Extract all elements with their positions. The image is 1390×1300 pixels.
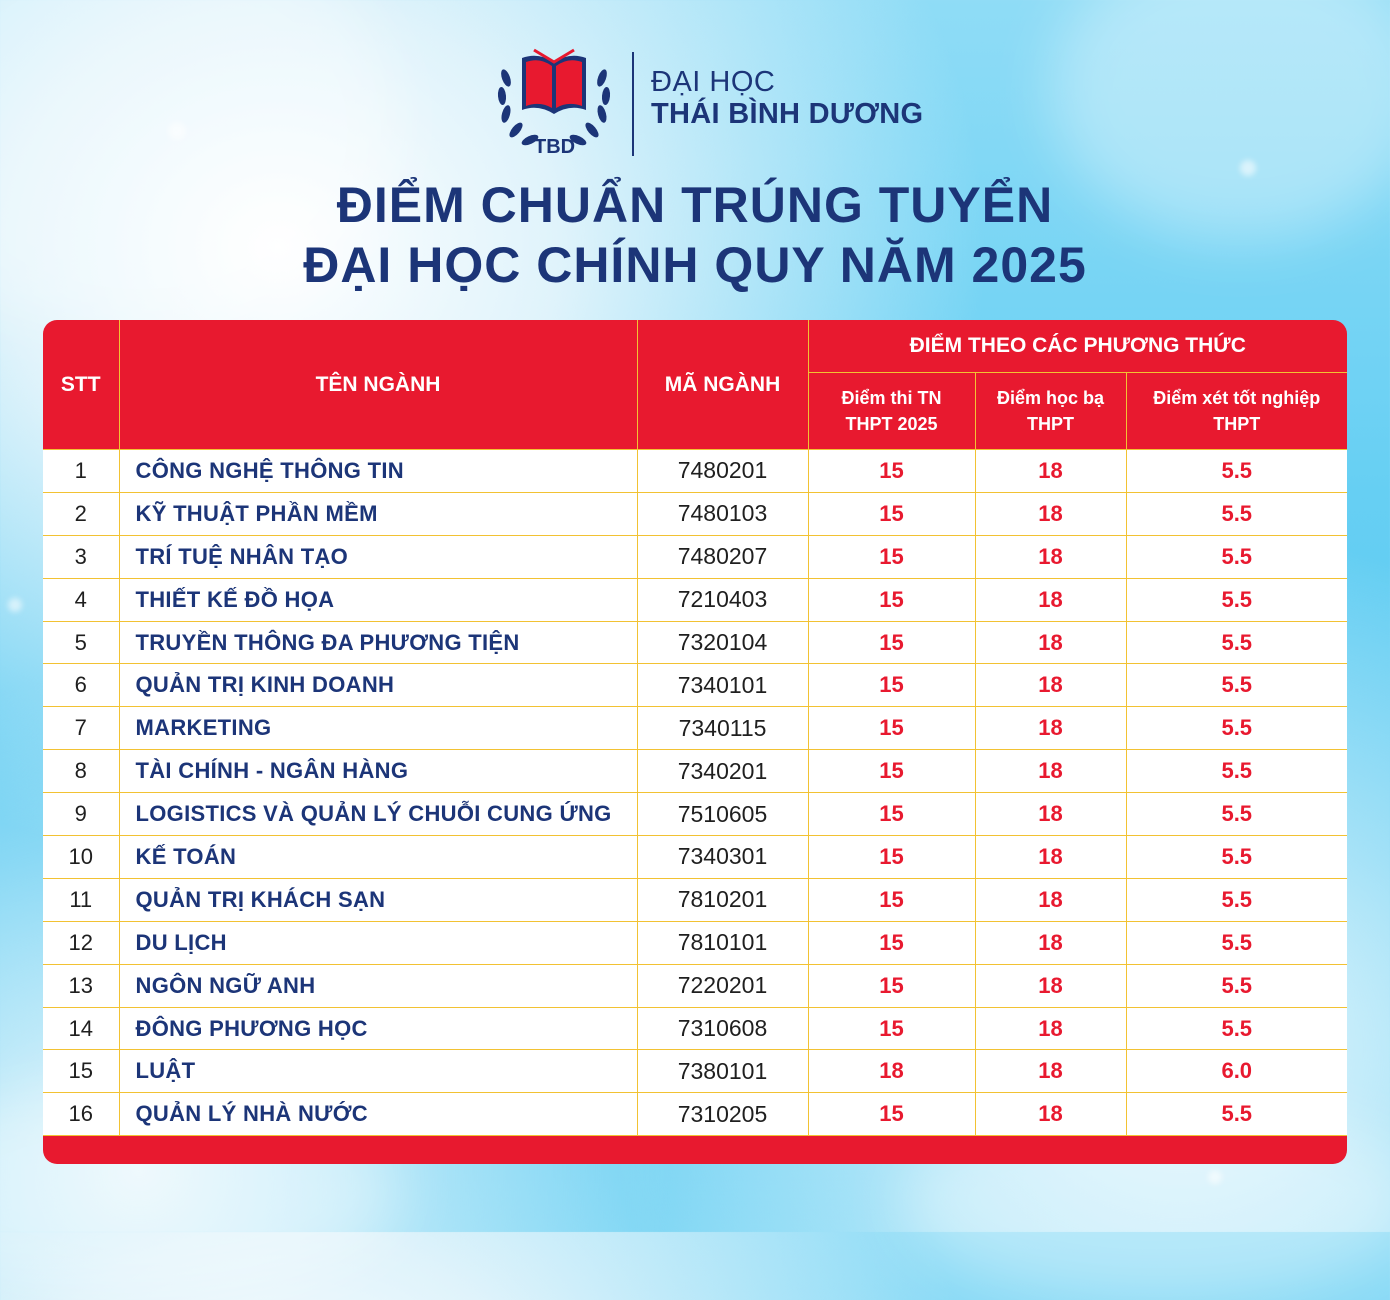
row-stt: 4 — [43, 578, 119, 621]
row-score-transcript: 18 — [975, 621, 1126, 664]
row-score-exam: 15 — [808, 836, 975, 879]
table-row — [43, 793, 1347, 836]
table-row — [43, 664, 1347, 707]
table-row — [43, 921, 1347, 964]
admission-scores-table — [43, 320, 1347, 1136]
row-major-name: ĐÔNG PHƯƠNG HỌC — [119, 1007, 637, 1050]
admission-scores-table-container — [43, 320, 1347, 1164]
row-score-graduation: 5.5 — [1126, 578, 1347, 621]
row-score-graduation: 5.5 — [1126, 836, 1347, 879]
row-major-name: KẾ TOÁN — [119, 836, 637, 879]
row-major-name: THIẾT KẾ ĐỒ HỌA — [119, 578, 637, 621]
row-score-exam: 15 — [808, 578, 975, 621]
row-major-name: TRÍ TUỆ NHÂN TẠO — [119, 535, 637, 578]
row-stt: 12 — [43, 921, 119, 964]
table-row — [43, 492, 1347, 535]
row-major-code: 7380101 — [637, 1050, 808, 1093]
row-major-name: KỸ THUẬT PHẦN MỀM — [119, 492, 637, 535]
row-score-transcript: 18 — [975, 535, 1126, 578]
row-major-code: 7510605 — [637, 793, 808, 836]
row-major-name: TRUYỀN THÔNG ĐA PHƯƠNG TIỆN — [119, 621, 637, 664]
table-row — [43, 750, 1347, 793]
table-row — [43, 578, 1347, 621]
table-row — [43, 1007, 1347, 1050]
row-major-code: 7340301 — [637, 836, 808, 879]
row-score-graduation: 5.5 — [1126, 921, 1347, 964]
row-major-name: CÔNG NGHỆ THÔNG TIN — [119, 450, 637, 493]
row-major-name: LUẬT — [119, 1050, 637, 1093]
row-major-code: 7480103 — [637, 492, 808, 535]
table-row — [43, 535, 1347, 578]
table-row — [43, 707, 1347, 750]
row-score-exam: 15 — [808, 492, 975, 535]
table-row — [43, 1093, 1347, 1136]
row-stt: 14 — [43, 1007, 119, 1050]
row-stt: 7 — [43, 707, 119, 750]
row-score-graduation: 5.5 — [1126, 621, 1347, 664]
row-score-exam: 18 — [808, 1050, 975, 1093]
logo-divider — [632, 52, 634, 156]
row-stt: 2 — [43, 492, 119, 535]
row-major-code: 7340115 — [637, 707, 808, 750]
row-score-exam: 15 — [808, 664, 975, 707]
row-score-transcript: 18 — [975, 664, 1126, 707]
logo-text-line2: THÁI BÌNH DƯƠNG — [651, 98, 924, 130]
row-score-graduation: 5.5 — [1126, 450, 1347, 493]
row-score-exam: 15 — [808, 878, 975, 921]
row-score-exam: 15 — [808, 793, 975, 836]
row-major-code: 7340201 — [637, 750, 808, 793]
row-score-exam: 15 — [808, 964, 975, 1007]
row-major-code: 7310205 — [637, 1093, 808, 1136]
header-method-transcript: Điểm học bạ THPT — [975, 373, 1126, 450]
row-major-code: 7340101 — [637, 664, 808, 707]
row-major-name: DU LỊCH — [119, 921, 637, 964]
header-code: MÃ NGÀNH — [637, 320, 808, 450]
row-major-code: 7810201 — [637, 878, 808, 921]
row-score-transcript: 18 — [975, 492, 1126, 535]
background-bokeh — [168, 122, 186, 140]
row-stt: 1 — [43, 450, 119, 493]
logo-text-line1: ĐẠI HỌC — [651, 66, 776, 98]
header-method-graduation: Điểm xét tốt nghiệp THPT — [1126, 373, 1347, 450]
row-score-exam: 15 — [808, 707, 975, 750]
row-score-graduation: 5.5 — [1126, 535, 1347, 578]
row-score-transcript: 18 — [975, 750, 1126, 793]
row-major-name: QUẢN TRỊ KINH DOANH — [119, 664, 637, 707]
row-score-exam: 15 — [808, 1093, 975, 1136]
row-stt: 10 — [43, 836, 119, 879]
row-major-code: 7220201 — [637, 964, 808, 1007]
row-score-transcript: 18 — [975, 578, 1126, 621]
table-row — [43, 964, 1347, 1007]
header-method-exam: Điểm thi TN THPT 2025 — [808, 373, 975, 450]
row-score-transcript: 18 — [975, 450, 1126, 493]
row-major-code: 7310608 — [637, 1007, 808, 1050]
row-score-transcript: 18 — [975, 1007, 1126, 1050]
header-methods-group: ĐIỂM THEO CÁC PHƯƠNG THỨC — [808, 320, 1347, 373]
row-stt: 6 — [43, 664, 119, 707]
row-stt: 3 — [43, 535, 119, 578]
table-row — [43, 621, 1347, 664]
row-score-graduation: 5.5 — [1126, 664, 1347, 707]
row-score-transcript: 18 — [975, 964, 1126, 1007]
table-row — [43, 450, 1347, 493]
row-major-name: NGÔN NGỮ ANH — [119, 964, 637, 1007]
row-major-code: 7210403 — [637, 578, 808, 621]
row-score-exam: 15 — [808, 921, 975, 964]
row-stt: 13 — [43, 964, 119, 1007]
row-score-graduation: 5.5 — [1126, 793, 1347, 836]
row-major-name: LOGISTICS VÀ QUẢN LÝ CHUỖI CUNG ỨNG — [119, 793, 637, 836]
row-stt: 15 — [43, 1050, 119, 1093]
row-score-graduation: 5.5 — [1126, 964, 1347, 1007]
table-row — [43, 836, 1347, 879]
row-score-graduation: 5.5 — [1126, 1093, 1347, 1136]
row-major-code: 7810101 — [637, 921, 808, 964]
row-major-name: QUẢN LÝ NHÀ NƯỚC — [119, 1093, 637, 1136]
row-score-transcript: 18 — [975, 836, 1126, 879]
row-score-transcript: 18 — [975, 921, 1126, 964]
page-title-line2: ĐẠI HỌC CHÍNH QUY NĂM 2025 — [303, 237, 1087, 293]
row-stt: 5 — [43, 621, 119, 664]
table-row — [43, 878, 1347, 921]
row-score-graduation: 5.5 — [1126, 492, 1347, 535]
row-score-graduation: 5.5 — [1126, 707, 1347, 750]
row-score-graduation: 5.5 — [1126, 1007, 1347, 1050]
row-score-transcript: 18 — [975, 878, 1126, 921]
row-score-graduation: 5.5 — [1126, 878, 1347, 921]
row-major-code: 7320104 — [637, 621, 808, 664]
table-row — [43, 1050, 1347, 1093]
header-stt: STT — [43, 320, 119, 450]
row-score-exam: 15 — [808, 535, 975, 578]
row-stt: 11 — [43, 878, 119, 921]
background-bokeh — [8, 598, 22, 612]
background-bokeh — [1240, 160, 1256, 176]
row-score-exam: 15 — [808, 450, 975, 493]
row-score-transcript: 18 — [975, 1093, 1126, 1136]
row-score-exam: 15 — [808, 621, 975, 664]
row-stt: 8 — [43, 750, 119, 793]
row-score-graduation: 6.0 — [1126, 1050, 1347, 1093]
row-stt: 16 — [43, 1093, 119, 1136]
header-name: TÊN NGÀNH — [119, 320, 637, 450]
row-score-exam: 15 — [808, 1007, 975, 1050]
row-score-graduation: 5.5 — [1126, 750, 1347, 793]
row-stt: 9 — [43, 793, 119, 836]
page-title-line1: ĐIỂM CHUẨN TRÚNG TUYỂN — [336, 177, 1054, 233]
logo-monogram: TBD — [534, 136, 576, 158]
row-score-transcript: 18 — [975, 1050, 1126, 1093]
row-score-transcript: 18 — [975, 707, 1126, 750]
row-score-exam: 15 — [808, 750, 975, 793]
row-major-name: QUẢN TRỊ KHÁCH SẠN — [119, 878, 637, 921]
row-major-name: MARKETING — [119, 707, 637, 750]
row-major-name: TÀI CHÍNH - NGÂN HÀNG — [119, 750, 637, 793]
row-major-code: 7480201 — [637, 450, 808, 493]
row-major-code: 7480207 — [637, 535, 808, 578]
background-bokeh — [1208, 1170, 1222, 1184]
table-body — [43, 450, 1347, 1136]
row-score-transcript: 18 — [975, 793, 1126, 836]
